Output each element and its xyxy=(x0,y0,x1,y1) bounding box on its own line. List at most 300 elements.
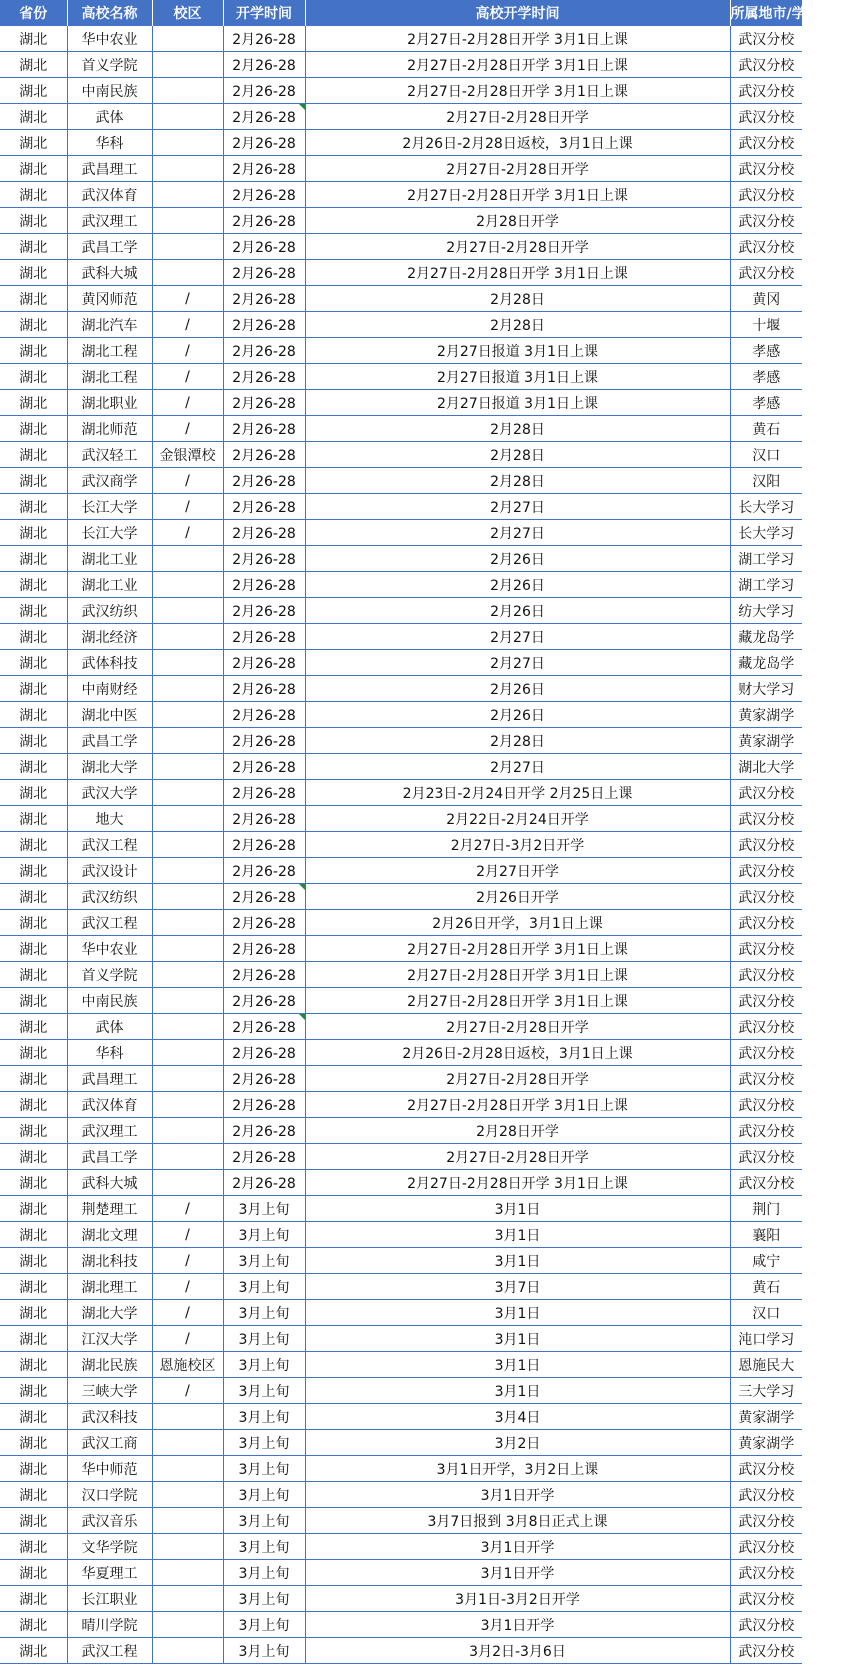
cell-city-center[interactable]: 财大学习 xyxy=(730,676,802,702)
cell-school-name[interactable]: 武昌工学 xyxy=(67,728,152,754)
cell-school-start-detail[interactable]: 2月22日-2月24日开学 xyxy=(305,806,730,832)
cell-start-time[interactable]: 2月26-28 xyxy=(223,780,305,806)
cell-school-start-detail[interactable]: 2月27日-2月28日开学 3月1日上课 xyxy=(305,78,730,104)
cell-school-name[interactable]: 华中农业 xyxy=(67,26,152,52)
cell-province[interactable]: 湖北 xyxy=(0,1456,67,1482)
cell-school-name[interactable]: 武汉音乐 xyxy=(67,1508,152,1534)
cell-province[interactable]: 湖北 xyxy=(0,1560,67,1586)
cell-start-time[interactable]: 2月26-28 xyxy=(223,104,305,130)
cell-school-start-detail[interactable]: 2月26日 xyxy=(305,546,730,572)
cell-city-center[interactable]: 武汉分校 xyxy=(730,1586,802,1612)
cell-school-name[interactable]: 湖北中医 xyxy=(67,702,152,728)
cell-school-start-detail[interactable]: 2月27日报道 3月1日上课 xyxy=(305,390,730,416)
cell-school-start-detail[interactable]: 2月27日报道 3月1日上课 xyxy=(305,364,730,390)
cell-school-start-detail[interactable]: 2月27日 xyxy=(305,754,730,780)
cell-province[interactable]: 湖北 xyxy=(0,1066,67,1092)
cell-start-time[interactable]: 2月26-28 xyxy=(223,364,305,390)
cell-campus[interactable] xyxy=(152,52,223,78)
cell-start-time[interactable]: 3月上旬 xyxy=(223,1378,305,1404)
cell-start-time[interactable]: 2月26-28 xyxy=(223,260,305,286)
cell-school-name[interactable]: 中南财经 xyxy=(67,676,152,702)
cell-city-center[interactable]: 武汉分校 xyxy=(730,884,802,910)
cell-start-time[interactable]: 3月上旬 xyxy=(223,1586,305,1612)
cell-city-center[interactable]: 纺大学习 xyxy=(730,598,802,624)
cell-school-name[interactable]: 武科大城 xyxy=(67,260,152,286)
cell-start-time[interactable]: 3月上旬 xyxy=(223,1508,305,1534)
cell-city-center[interactable]: 武汉分校 xyxy=(730,1066,802,1092)
cell-campus[interactable] xyxy=(152,754,223,780)
cell-school-name[interactable]: 湖北师范 xyxy=(67,416,152,442)
cell-city-center[interactable]: 武汉分校 xyxy=(730,780,802,806)
cell-start-time[interactable]: 3月上旬 xyxy=(223,1534,305,1560)
cell-school-name[interactable]: 华中农业 xyxy=(67,936,152,962)
cell-start-time[interactable]: 2月26-28 xyxy=(223,832,305,858)
cell-school-name[interactable]: 江汉大学 xyxy=(67,1326,152,1352)
cell-school-start-detail[interactable]: 3月1日 xyxy=(305,1378,730,1404)
cell-school-name[interactable]: 首义学院 xyxy=(67,52,152,78)
cell-school-name[interactable]: 武昌工学 xyxy=(67,1144,152,1170)
cell-city-center[interactable]: 武汉分校 xyxy=(730,1638,802,1664)
cell-start-time[interactable]: 3月上旬 xyxy=(223,1430,305,1456)
cell-province[interactable]: 湖北 xyxy=(0,1170,67,1196)
cell-start-time[interactable]: 3月上旬 xyxy=(223,1326,305,1352)
cell-start-time[interactable]: 2月26-28 xyxy=(223,468,305,494)
cell-campus[interactable] xyxy=(152,1456,223,1482)
cell-school-name[interactable]: 三峡大学 xyxy=(67,1378,152,1404)
cell-city-center[interactable]: 黄家湖学 xyxy=(730,1404,802,1430)
cell-start-time[interactable]: 2月26-28 xyxy=(223,1144,305,1170)
cell-city-center[interactable]: 恩施民大 xyxy=(730,1352,802,1378)
cell-school-start-detail[interactable]: 2月27日-2月28日开学 3月1日上课 xyxy=(305,1092,730,1118)
cell-campus[interactable] xyxy=(152,26,223,52)
cell-province[interactable]: 湖北 xyxy=(0,1248,67,1274)
cell-campus[interactable] xyxy=(152,962,223,988)
cell-school-start-detail[interactable]: 2月27日 xyxy=(305,494,730,520)
cell-school-name[interactable]: 湖北工业 xyxy=(67,546,152,572)
cell-province[interactable]: 湖北 xyxy=(0,182,67,208)
column-header-campus[interactable]: 校区 xyxy=(152,0,223,26)
cell-city-center[interactable]: 武汉分校 xyxy=(730,1534,802,1560)
cell-campus[interactable] xyxy=(152,1430,223,1456)
cell-province[interactable]: 湖北 xyxy=(0,494,67,520)
cell-school-start-detail[interactable]: 2月28日 xyxy=(305,312,730,338)
cell-school-start-detail[interactable]: 3月4日 xyxy=(305,1404,730,1430)
cell-school-start-detail[interactable]: 2月28日 xyxy=(305,442,730,468)
cell-start-time[interactable]: 2月26-28 xyxy=(223,546,305,572)
cell-province[interactable]: 湖北 xyxy=(0,1144,67,1170)
cell-campus[interactable]: / xyxy=(152,1248,223,1274)
cell-campus[interactable]: 金银潭校 xyxy=(152,442,223,468)
cell-city-center[interactable]: 武汉分校 xyxy=(730,1014,802,1040)
cell-start-time[interactable]: 2月26-28 xyxy=(223,650,305,676)
cell-school-name[interactable]: 首义学院 xyxy=(67,962,152,988)
cell-province[interactable]: 湖北 xyxy=(0,260,67,286)
cell-province[interactable]: 湖北 xyxy=(0,312,67,338)
cell-campus[interactable] xyxy=(152,780,223,806)
cell-school-name[interactable]: 湖北汽车 xyxy=(67,312,152,338)
cell-city-center[interactable]: 武汉分校 xyxy=(730,1482,802,1508)
cell-city-center[interactable]: 孝感 xyxy=(730,338,802,364)
cell-province[interactable]: 湖北 xyxy=(0,702,67,728)
cell-city-center[interactable]: 武汉分校 xyxy=(730,858,802,884)
cell-city-center[interactable]: 武汉分校 xyxy=(730,1118,802,1144)
cell-city-center[interactable]: 武汉分校 xyxy=(730,806,802,832)
cell-campus[interactable] xyxy=(152,1092,223,1118)
cell-start-time[interactable]: 2月26-28 xyxy=(223,286,305,312)
cell-school-name[interactable]: 长江职业 xyxy=(67,1586,152,1612)
cell-school-start-detail[interactable]: 2月28日 xyxy=(305,416,730,442)
cell-start-time[interactable]: 2月26-28 xyxy=(223,988,305,1014)
cell-province[interactable]: 湖北 xyxy=(0,104,67,130)
cell-campus[interactable] xyxy=(152,624,223,650)
cell-campus[interactable]: / xyxy=(152,1300,223,1326)
cell-campus[interactable] xyxy=(152,728,223,754)
cell-school-name[interactable]: 华夏理工 xyxy=(67,1560,152,1586)
cell-campus[interactable] xyxy=(152,260,223,286)
cell-campus[interactable] xyxy=(152,546,223,572)
cell-campus[interactable]: / xyxy=(152,390,223,416)
cell-province[interactable]: 湖北 xyxy=(0,1508,67,1534)
cell-school-name[interactable]: 湖北大学 xyxy=(67,1300,152,1326)
cell-school-name[interactable]: 中南民族 xyxy=(67,78,152,104)
cell-province[interactable]: 湖北 xyxy=(0,754,67,780)
cell-campus[interactable] xyxy=(152,910,223,936)
cell-start-time[interactable]: 2月26-28 xyxy=(223,312,305,338)
cell-campus[interactable] xyxy=(152,1560,223,1586)
cell-school-start-detail[interactable]: 2月26日-2月28日返校，3月1日上课 xyxy=(305,130,730,156)
cell-campus[interactable] xyxy=(152,1586,223,1612)
cell-school-start-detail[interactable]: 2月23日-2月24日开学 2月25日上课 xyxy=(305,780,730,806)
cell-city-center[interactable]: 孝感 xyxy=(730,390,802,416)
column-header-province[interactable]: 省份 xyxy=(0,0,67,26)
cell-start-time[interactable]: 2月26-28 xyxy=(223,962,305,988)
cell-school-start-detail[interactable]: 2月27日-2月28日开学 xyxy=(305,1144,730,1170)
cell-campus[interactable] xyxy=(152,832,223,858)
cell-school-name[interactable]: 武汉工程 xyxy=(67,832,152,858)
cell-school-start-detail[interactable]: 2月27日-2月28日开学 xyxy=(305,1014,730,1040)
cell-city-center[interactable]: 武汉分校 xyxy=(730,1092,802,1118)
cell-school-start-detail[interactable]: 2月27日开学 xyxy=(305,858,730,884)
cell-province[interactable]: 湖北 xyxy=(0,286,67,312)
cell-school-start-detail[interactable]: 3月1日开学 xyxy=(305,1534,730,1560)
cell-province[interactable]: 湖北 xyxy=(0,962,67,988)
cell-province[interactable]: 湖北 xyxy=(0,806,67,832)
cell-start-time[interactable]: 2月26-28 xyxy=(223,1118,305,1144)
cell-school-name[interactable]: 武昌工学 xyxy=(67,234,152,260)
cell-school-start-detail[interactable]: 2月27日 xyxy=(305,520,730,546)
cell-school-name[interactable]: 武体 xyxy=(67,1014,152,1040)
cell-school-name[interactable]: 武昌理工 xyxy=(67,156,152,182)
cell-province[interactable]: 湖北 xyxy=(0,442,67,468)
cell-city-center[interactable]: 武汉分校 xyxy=(730,1508,802,1534)
cell-city-center[interactable]: 汉口 xyxy=(730,1300,802,1326)
cell-city-center[interactable]: 藏龙岛学 xyxy=(730,624,802,650)
cell-campus[interactable] xyxy=(152,650,223,676)
cell-province[interactable]: 湖北 xyxy=(0,546,67,572)
cell-school-start-detail[interactable]: 2月27日-2月28日开学 3月1日上课 xyxy=(305,962,730,988)
cell-school-start-detail[interactable]: 2月27日-2月28日开学 3月1日上课 xyxy=(305,936,730,962)
cell-school-start-detail[interactable]: 3月1日开学 xyxy=(305,1612,730,1638)
cell-province[interactable]: 湖北 xyxy=(0,1326,67,1352)
cell-campus[interactable]: / xyxy=(152,1274,223,1300)
cell-province[interactable]: 湖北 xyxy=(0,1274,67,1300)
cell-province[interactable]: 湖北 xyxy=(0,1378,67,1404)
cell-start-time[interactable]: 3月上旬 xyxy=(223,1560,305,1586)
cell-school-start-detail[interactable]: 3月7日 xyxy=(305,1274,730,1300)
cell-school-start-detail[interactable]: 3月1日开学 xyxy=(305,1560,730,1586)
cell-city-center[interactable]: 武汉分校 xyxy=(730,182,802,208)
cell-school-start-detail[interactable]: 2月27日-2月28日开学 3月1日上课 xyxy=(305,260,730,286)
cell-campus[interactable] xyxy=(152,156,223,182)
cell-start-time[interactable]: 2月26-28 xyxy=(223,1014,305,1040)
cell-school-start-detail[interactable]: 2月26日 xyxy=(305,676,730,702)
cell-school-start-detail[interactable]: 2月26日-2月28日返校，3月1日上课 xyxy=(305,1040,730,1066)
cell-start-time[interactable]: 2月26-28 xyxy=(223,338,305,364)
cell-start-time[interactable]: 2月26-28 xyxy=(223,208,305,234)
cell-campus[interactable] xyxy=(152,988,223,1014)
cell-city-center[interactable]: 黄家湖学 xyxy=(730,728,802,754)
cell-campus[interactable] xyxy=(152,1040,223,1066)
cell-campus[interactable] xyxy=(152,884,223,910)
cell-school-name[interactable]: 长江大学 xyxy=(67,520,152,546)
cell-city-center[interactable]: 三大学习 xyxy=(730,1378,802,1404)
cell-campus[interactable] xyxy=(152,78,223,104)
column-header-school-start-detail[interactable]: 高校开学时间 xyxy=(305,0,730,26)
cell-province[interactable]: 湖北 xyxy=(0,234,67,260)
cell-city-center[interactable]: 武汉分校 xyxy=(730,156,802,182)
cell-school-start-detail[interactable]: 2月26日 xyxy=(305,702,730,728)
cell-province[interactable]: 湖北 xyxy=(0,1404,67,1430)
cell-campus[interactable] xyxy=(152,1170,223,1196)
cell-city-center[interactable]: 十堰 xyxy=(730,312,802,338)
cell-school-name[interactable]: 武汉理工 xyxy=(67,1118,152,1144)
cell-campus[interactable] xyxy=(152,936,223,962)
cell-school-start-detail[interactable]: 3月1日 xyxy=(305,1300,730,1326)
cell-province[interactable]: 湖北 xyxy=(0,1482,67,1508)
cell-campus[interactable] xyxy=(152,598,223,624)
cell-campus[interactable]: / xyxy=(152,468,223,494)
cell-city-center[interactable]: 武汉分校 xyxy=(730,26,802,52)
cell-campus[interactable]: / xyxy=(152,1378,223,1404)
cell-start-time[interactable]: 2月26-28 xyxy=(223,1092,305,1118)
cell-start-time[interactable]: 2月26-28 xyxy=(223,884,305,910)
cell-province[interactable]: 湖北 xyxy=(0,1014,67,1040)
cell-campus[interactable] xyxy=(152,702,223,728)
cell-start-time[interactable]: 2月26-28 xyxy=(223,572,305,598)
cell-school-start-detail[interactable]: 2月27日-2月28日开学 3月1日上课 xyxy=(305,1170,730,1196)
cell-province[interactable]: 湖北 xyxy=(0,156,67,182)
cell-start-time[interactable]: 2月26-28 xyxy=(223,1066,305,1092)
cell-start-time[interactable]: 3月上旬 xyxy=(223,1222,305,1248)
cell-school-name[interactable]: 武汉科技 xyxy=(67,1404,152,1430)
cell-school-start-detail[interactable]: 3月1日开学，3月2日上课 xyxy=(305,1456,730,1482)
cell-province[interactable]: 湖北 xyxy=(0,78,67,104)
cell-start-time[interactable]: 2月26-28 xyxy=(223,624,305,650)
cell-start-time[interactable]: 3月上旬 xyxy=(223,1300,305,1326)
cell-school-start-detail[interactable]: 2月27日-2月28日开学 3月1日上课 xyxy=(305,182,730,208)
cell-province[interactable]: 湖北 xyxy=(0,1586,67,1612)
cell-city-center[interactable]: 武汉分校 xyxy=(730,130,802,156)
cell-province[interactable]: 湖北 xyxy=(0,780,67,806)
cell-campus[interactable]: / xyxy=(152,312,223,338)
cell-campus[interactable] xyxy=(152,1612,223,1638)
cell-city-center[interactable]: 武汉分校 xyxy=(730,962,802,988)
cell-school-start-detail[interactable]: 2月28日 xyxy=(305,468,730,494)
cell-start-time[interactable]: 3月上旬 xyxy=(223,1404,305,1430)
cell-province[interactable]: 湖北 xyxy=(0,624,67,650)
cell-school-name[interactable]: 湖北文理 xyxy=(67,1222,152,1248)
cell-school-name[interactable]: 湖北经济 xyxy=(67,624,152,650)
cell-school-name[interactable]: 湖北科技 xyxy=(67,1248,152,1274)
cell-school-name[interactable]: 中南民族 xyxy=(67,988,152,1014)
cell-city-center[interactable]: 湖北大学 xyxy=(730,754,802,780)
cell-city-center[interactable]: 孝感 xyxy=(730,364,802,390)
cell-school-name[interactable]: 武汉商学 xyxy=(67,468,152,494)
cell-school-name[interactable]: 汉口学院 xyxy=(67,1482,152,1508)
cell-campus[interactable] xyxy=(152,234,223,260)
cell-campus[interactable]: / xyxy=(152,416,223,442)
cell-campus[interactable] xyxy=(152,1118,223,1144)
cell-city-center[interactable]: 湖工学习 xyxy=(730,572,802,598)
cell-school-name[interactable]: 地大 xyxy=(67,806,152,832)
cell-school-name[interactable]: 长江大学 xyxy=(67,494,152,520)
cell-start-time[interactable]: 2月26-28 xyxy=(223,702,305,728)
cell-school-name[interactable]: 武汉理工 xyxy=(67,208,152,234)
cell-city-center[interactable]: 黄家湖学 xyxy=(730,702,802,728)
cell-city-center[interactable]: 汉口 xyxy=(730,442,802,468)
cell-campus[interactable] xyxy=(152,1508,223,1534)
cell-campus[interactable]: / xyxy=(152,338,223,364)
cell-province[interactable]: 湖北 xyxy=(0,1638,67,1664)
cell-start-time[interactable]: 3月上旬 xyxy=(223,1248,305,1274)
cell-start-time[interactable]: 3月上旬 xyxy=(223,1612,305,1638)
cell-campus[interactable]: / xyxy=(152,520,223,546)
cell-school-start-detail[interactable]: 2月27日 xyxy=(305,624,730,650)
cell-school-name[interactable]: 武汉工程 xyxy=(67,910,152,936)
cell-campus[interactable] xyxy=(152,130,223,156)
cell-campus[interactable]: / xyxy=(152,494,223,520)
cell-province[interactable]: 湖北 xyxy=(0,650,67,676)
cell-campus[interactable] xyxy=(152,1482,223,1508)
cell-start-time[interactable]: 2月26-28 xyxy=(223,390,305,416)
cell-school-name[interactable]: 武科大城 xyxy=(67,1170,152,1196)
cell-province[interactable]: 湖北 xyxy=(0,1352,67,1378)
cell-start-time[interactable]: 2月26-28 xyxy=(223,1170,305,1196)
cell-province[interactable]: 湖北 xyxy=(0,390,67,416)
cell-province[interactable]: 湖北 xyxy=(0,52,67,78)
cell-province[interactable]: 湖北 xyxy=(0,416,67,442)
cell-school-start-detail[interactable]: 2月27日报道 3月1日上课 xyxy=(305,338,730,364)
cell-school-start-detail[interactable]: 3月1日 xyxy=(305,1196,730,1222)
cell-campus[interactable] xyxy=(152,104,223,130)
cell-school-start-detail[interactable]: 2月26日 xyxy=(305,598,730,624)
cell-school-start-detail[interactable]: 2月28日开学 xyxy=(305,208,730,234)
cell-school-name[interactable]: 湖北工程 xyxy=(67,364,152,390)
cell-campus[interactable] xyxy=(152,1066,223,1092)
cell-school-name[interactable]: 文华学院 xyxy=(67,1534,152,1560)
cell-province[interactable]: 湖北 xyxy=(0,520,67,546)
cell-province[interactable]: 湖北 xyxy=(0,910,67,936)
cell-school-start-detail[interactable]: 2月27日-2月28日开学 3月1日上课 xyxy=(305,52,730,78)
cell-school-name[interactable]: 黄冈师范 xyxy=(67,286,152,312)
cell-city-center[interactable]: 武汉分校 xyxy=(730,910,802,936)
cell-school-start-detail[interactable]: 2月27日-2月28日开学 xyxy=(305,234,730,260)
cell-province[interactable]: 湖北 xyxy=(0,884,67,910)
cell-school-name[interactable]: 武汉设计 xyxy=(67,858,152,884)
cell-city-center[interactable]: 咸宁 xyxy=(730,1248,802,1274)
cell-campus[interactable] xyxy=(152,1404,223,1430)
column-header-school-name[interactable]: 高校名称 xyxy=(67,0,152,26)
cell-school-name[interactable]: 武汉大学 xyxy=(67,780,152,806)
cell-school-name[interactable]: 武汉轻工 xyxy=(67,442,152,468)
cell-school-name[interactable]: 武汉体育 xyxy=(67,182,152,208)
cell-school-start-detail[interactable]: 2月28日 xyxy=(305,286,730,312)
cell-city-center[interactable]: 武汉分校 xyxy=(730,78,802,104)
cell-campus[interactable] xyxy=(152,1144,223,1170)
cell-school-name[interactable]: 湖北大学 xyxy=(67,754,152,780)
column-header-start-time[interactable]: 开学时间 xyxy=(223,0,305,26)
cell-school-start-detail[interactable]: 3月1日开学 xyxy=(305,1482,730,1508)
cell-school-start-detail[interactable]: 2月27日-2月28日开学 xyxy=(305,1066,730,1092)
cell-province[interactable]: 湖北 xyxy=(0,1040,67,1066)
cell-school-start-detail[interactable]: 3月1日 xyxy=(305,1248,730,1274)
cell-campus[interactable] xyxy=(152,1638,223,1664)
cell-school-start-detail[interactable]: 2月26日开学 xyxy=(305,884,730,910)
cell-city-center[interactable]: 武汉分校 xyxy=(730,1144,802,1170)
cell-school-start-detail[interactable]: 2月26日开学，3月1日上课 xyxy=(305,910,730,936)
cell-province[interactable]: 湖北 xyxy=(0,26,67,52)
cell-school-name[interactable]: 湖北理工 xyxy=(67,1274,152,1300)
cell-campus[interactable] xyxy=(152,1534,223,1560)
cell-city-center[interactable]: 武汉分校 xyxy=(730,208,802,234)
cell-city-center[interactable]: 武汉分校 xyxy=(730,234,802,260)
cell-start-time[interactable]: 3月上旬 xyxy=(223,1352,305,1378)
cell-province[interactable]: 湖北 xyxy=(0,1430,67,1456)
cell-school-start-detail[interactable]: 3月1日-3月2日开学 xyxy=(305,1586,730,1612)
cell-start-time[interactable]: 2月26-28 xyxy=(223,78,305,104)
cell-school-start-detail[interactable]: 3月1日 xyxy=(305,1222,730,1248)
cell-campus[interactable] xyxy=(152,208,223,234)
cell-start-time[interactable]: 2月26-28 xyxy=(223,728,305,754)
cell-start-time[interactable]: 3月上旬 xyxy=(223,1456,305,1482)
cell-city-center[interactable]: 黄石 xyxy=(730,416,802,442)
cell-campus[interactable]: 恩施校区 xyxy=(152,1352,223,1378)
cell-start-time[interactable]: 2月26-28 xyxy=(223,416,305,442)
cell-school-name[interactable]: 武汉纺织 xyxy=(67,884,152,910)
cell-province[interactable]: 湖北 xyxy=(0,1300,67,1326)
cell-city-center[interactable]: 武汉分校 xyxy=(730,260,802,286)
cell-city-center[interactable]: 荆门 xyxy=(730,1196,802,1222)
cell-start-time[interactable]: 2月26-28 xyxy=(223,676,305,702)
cell-campus[interactable] xyxy=(152,182,223,208)
cell-school-name[interactable]: 荆楚理工 xyxy=(67,1196,152,1222)
cell-province[interactable]: 湖北 xyxy=(0,728,67,754)
cell-school-name[interactable]: 武昌理工 xyxy=(67,1066,152,1092)
cell-campus[interactable] xyxy=(152,572,223,598)
cell-campus[interactable] xyxy=(152,858,223,884)
cell-school-start-detail[interactable]: 3月7日报到 3月8日正式上课 xyxy=(305,1508,730,1534)
cell-school-start-detail[interactable]: 2月27日-2月28日开学 3月1日上课 xyxy=(305,988,730,1014)
column-header-city-center[interactable]: 所属地市/学习中心 xyxy=(730,0,802,26)
cell-start-time[interactable]: 2月26-28 xyxy=(223,1040,305,1066)
cell-school-start-detail[interactable]: 2月28日 xyxy=(305,728,730,754)
cell-start-time[interactable]: 2月26-28 xyxy=(223,754,305,780)
cell-province[interactable]: 湖北 xyxy=(0,130,67,156)
cell-city-center[interactable]: 黄家湖学 xyxy=(730,1430,802,1456)
cell-province[interactable]: 湖北 xyxy=(0,832,67,858)
cell-start-time[interactable]: 2月26-28 xyxy=(223,806,305,832)
cell-city-center[interactable]: 武汉分校 xyxy=(730,1456,802,1482)
